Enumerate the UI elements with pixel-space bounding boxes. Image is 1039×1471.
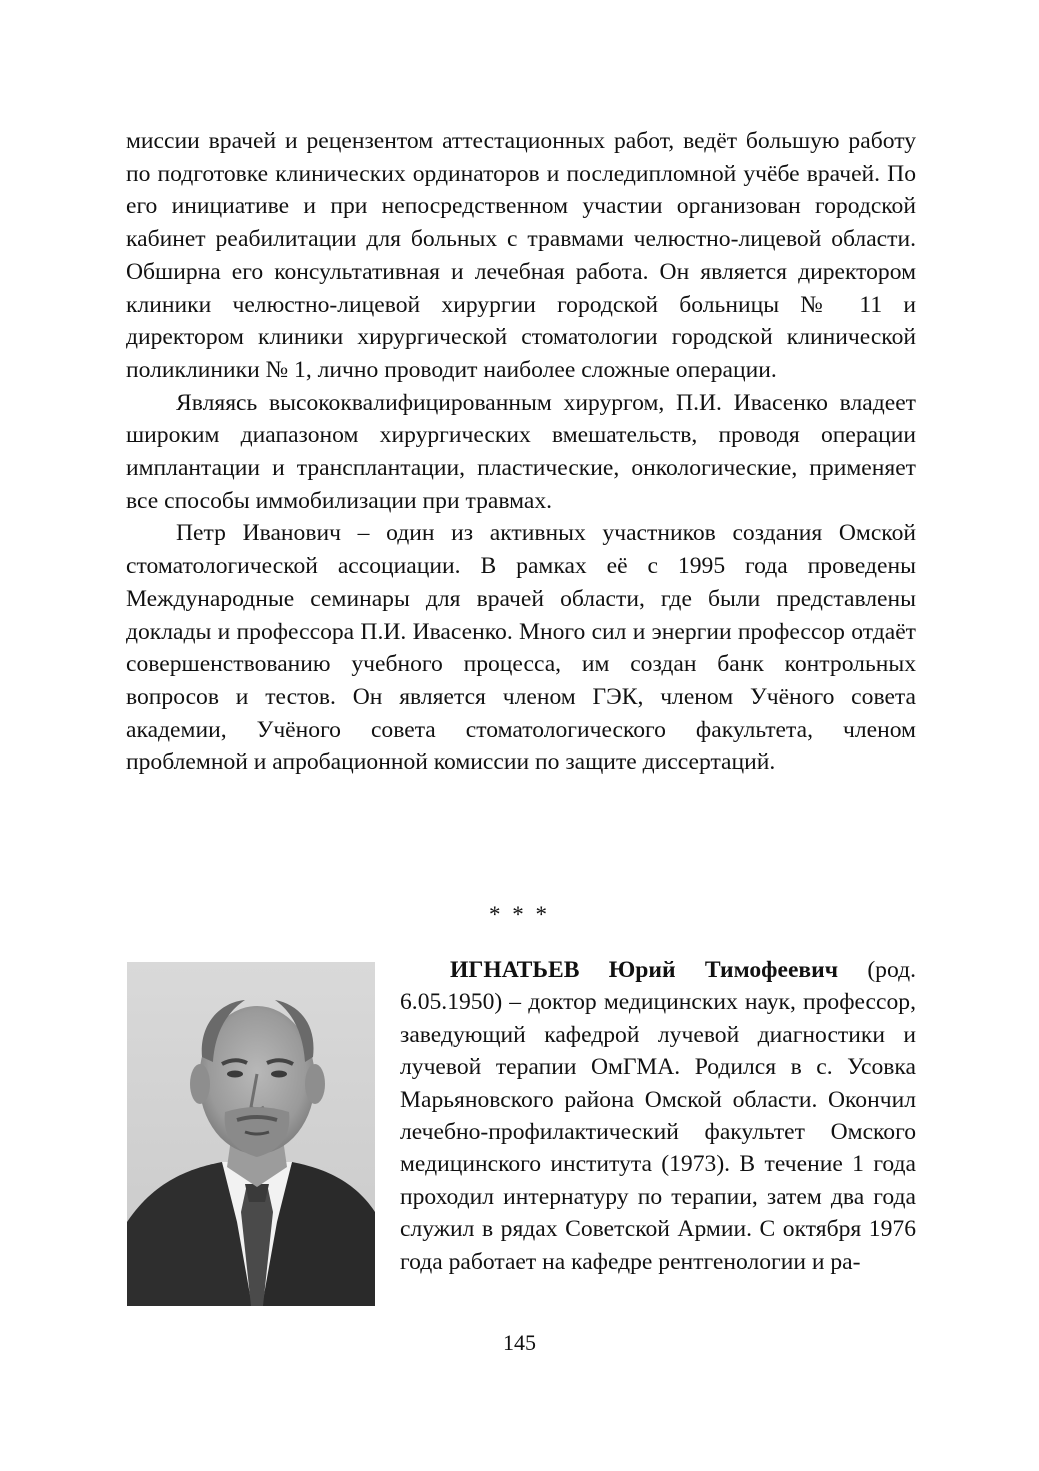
main-text (126, 125, 916, 779)
biography (400, 954, 916, 1278)
section-separator: * * * (489, 902, 550, 927)
page-number: 145 (503, 1330, 536, 1355)
portrait-photo (127, 962, 375, 1306)
paragraph: Петр Иванович – один из активных участников создания Омской стоматологической ассоциации. В рамках её с 1995 года проведены Международные семинары для врачей области, где были представлены доклады и профессора П.И. Ивасенко. Много сил и энергии профессор отдаёт совершенствованию учебного процесса, им создан банк контрольных вопросов и тестов. Он является членом ГЭК, членом Учёного совета академии, Учёного совета стоматологического факультета, членом проблемной и апробационной комиссии по защите диссертаций. (126, 520, 916, 776)
biography-text: (род. 6.05.1950) – доктор медицинских наук, профессор, заведующий кафедрой лучевой диагностики и лучевой терапии ОмГМА. Родился в с. Усовка Марьяновского района Омской области. Окончил лечебно-профилактический факультет Омского медицинского института (1973). В течение 1 года проходил интернатуру по терапии, затем два года служил в рядах Советской Армии. С октября 1976 года работает на кафедре рентгенологии и ра- (400, 957, 916, 1275)
paragraph: Являясь высококвалифицированным хирургом, П.И. Ивасенко владеет широким диапазоном хирургических вмешательств, проводя операции имплантации и трансплантации, пластические, онкологические, применяет все способы иммобилизации при травмах. (126, 389, 916, 514)
person-name: ИГНАТЬЕВ Юрий Тимофеевич (450, 957, 839, 983)
paragraph: миссии врачей и рецензентом аттестационных работ, ведёт большую работу по подготовке клинических ординаторов и последипломной учёбе врачей. По его инициативе и при непосредственном участии организован городской кабинет реабилитации для больных с травмами челюстно-лицевой области. Обширна его консультативная и лечебная работа. Он является директором клиники челюстно-лицевой хирургии городской больницы № 11 и директором клиники хирургической стоматологии городской клинической поликлиники № 1, лично проводит наиболее сложные операции. (126, 128, 916, 383)
